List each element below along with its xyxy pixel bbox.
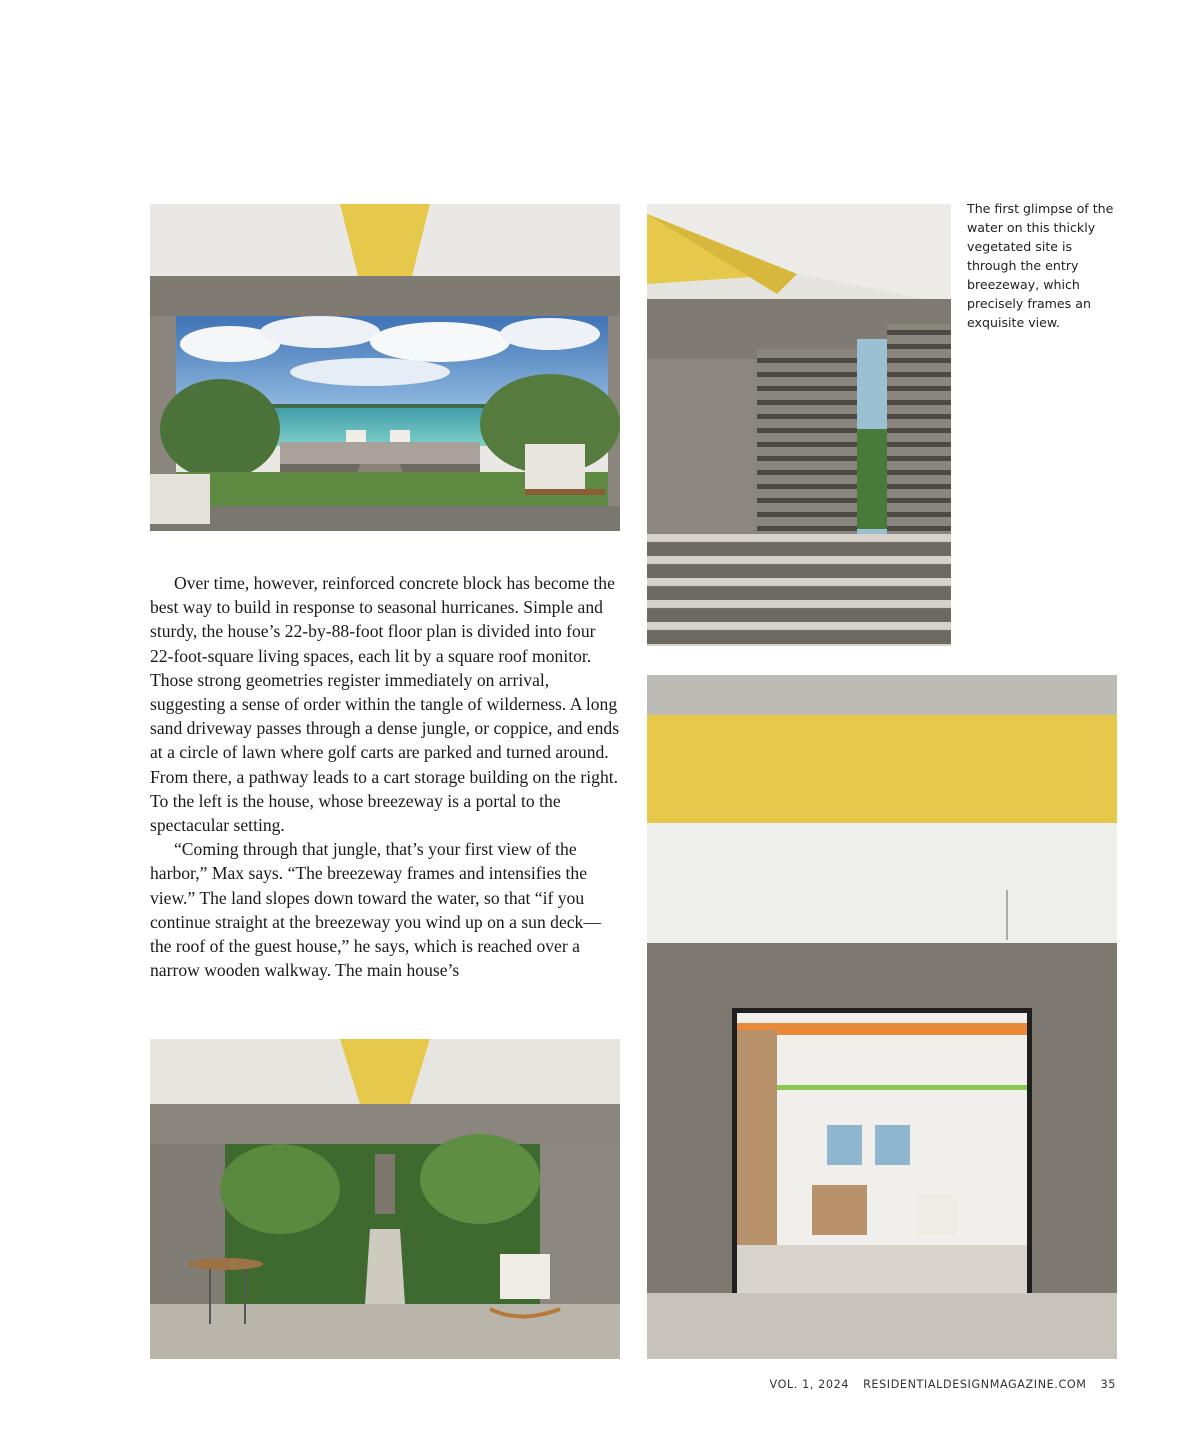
footer-website: RESIDENTIALDESIGNMAGAZINE.COM <box>863 1378 1087 1391</box>
page-number: 35 <box>1100 1378 1116 1391</box>
footer-volume: VOL. 1, 2024 <box>769 1378 850 1391</box>
article-body <box>150 571 620 982</box>
body-paragraph: Over time, however, reinforced concrete block has become the best way to build in response to seasonal hurricanes. Simple and sturdy, the house’s 22-by-88-foot floor plan is divided into four 22-foot-square living spaces, each lit by a square roof monitor. Those strong geometries register immediately on arrival, suggesting a sense of order within the tangle of wilderness. A long sand driveway passes through a dense jungle, or coppice, and ends at a circle of lawn where golf carts are parked and turned around. From there, a pathway leads to a cart storage building on the right. To the left is the house, whose breezeway is a portal to the spectacular setting. <box>150 573 620 836</box>
interior-living-space-photo <box>647 675 1117 1359</box>
breezeway-harbor-view-photo <box>150 204 620 531</box>
page-footer <box>770 1378 1116 1391</box>
garden-courtyard-photo <box>150 1039 620 1359</box>
body-paragraph: “Coming through that jungle, that’s your first view of the harbor,” Max says. “The breezeway frames and intensifies the view.” The land slopes down toward the water, so that “if you continue straight at the breezeway you wind up on a sun deck—the roof of the guest house,” he says, which is reached over a narrow wooden walkway. The main house’s <box>150 839 601 981</box>
photo-caption: The first glimpse of the water on this thickly vegetated site is through the entry breezeway, which precisely frames an exquisite view. <box>967 201 1114 330</box>
louvered-screen-photo <box>647 204 951 646</box>
